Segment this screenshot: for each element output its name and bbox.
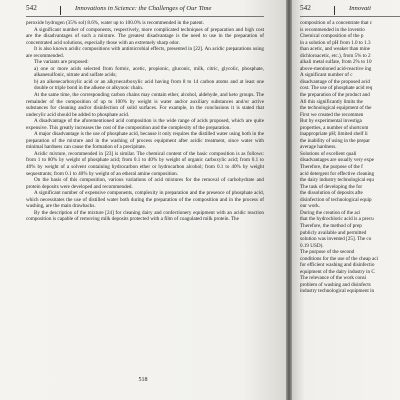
paragraph: A significant number of expensive components, complexity in preparation and the presence of phosphate acid, which necessitates the use of distilled water both during the preparation of the composition and in the process of washing, are the main drawbacks. <box>26 190 264 210</box>
text-line: disinfection of technological equip <box>300 196 372 203</box>
text-line: First we created the recommen <box>300 111 364 118</box>
text-line: industry technological equipment in <box>300 288 375 295</box>
paragraph: By the description of the mixture [24] for cleaning dairy and confectionery equipment with an acidic reaction composition is capable of removing milk deposits protected with a film of coagulated milk protein. The <box>26 209 264 223</box>
text-line: the dairy industry technological equ <box>300 177 374 184</box>
text-line: than acetic, and weaker than mine <box>300 46 370 53</box>
text-line: publicly available and permitted <box>300 229 367 236</box>
text-line: above-mentioned acid-reactive ing <box>300 65 372 72</box>
paragraph: It is also known acidic compositions with antimicrobial effects, presented in [22]. An acidic preparations using are recommended. <box>26 46 264 59</box>
paragraph: b) an alkenecarboxylic acid or an alkynecarboxylic acid having from 8 to 14 carbon atoms and at least one double or triple bond in the alkene or alkynoic chain. <box>34 78 264 92</box>
text-line: The relevance of the work consi <box>300 275 367 282</box>
text-line: 0.19 USD). <box>300 242 324 249</box>
text-line: cost. The use of phosphate acid req <box>300 85 373 92</box>
text-line: inappropriate pH; limited shelf li <box>300 131 368 138</box>
text-line: the preparation of the product and <box>300 92 370 99</box>
text-line: in a solution of pH from 1.0 to 1.3 <box>300 39 371 46</box>
text-line: The task of developing the for <box>300 183 363 190</box>
right-body-text <box>300 20 400 295</box>
text-line: our work. <box>300 203 320 210</box>
text-line: acid detergent for effective cleaning <box>300 170 375 177</box>
right-page <box>292 0 400 400</box>
paragraph: A major disadvantage is the use of phosphate acid, because it only requires the distilled water using both in the preparation of the mixture and in the washing of process equipment after acidic treatment, since water with minimal hardness can cause the formation of a precipitate. <box>26 131 264 151</box>
paragraph: At the same time, the corresponding carbon chains may contain ether, alcohol, aldehyde, and keto groups. The remainder of the composition of up to 100% by weight is water and/or auxiliary substances and/or active substances for cleaning and/or disinfection of solid surfaces. For example, in the conclusions it is stated that undecylic acid should be added to phosphate acid. <box>26 92 264 118</box>
text-line: disadvantages are usually very expe <box>300 157 374 164</box>
text-line: During the creation of the aci <box>300 209 361 216</box>
text-line: properties, a number of shortcom <box>300 124 369 131</box>
text-line: But by experimental investiga <box>300 118 362 125</box>
running-title: Innovations in Science: the Challenges of Our Time <box>75 5 212 12</box>
paragraph: A significant number of components, respectively, more complicated techniques of preparation and high cost are the disadvantages of such a mixture. The greatest disadvantage is the need to use in the preparation of concentrated acid solutions, especially those with an extremely sharp odor. <box>26 26 264 46</box>
text-line: equipment of the dairy industry in C <box>300 268 375 275</box>
paragraph: peroxide hydrogen (35% sol) 8.6%, water up to 100.0% is recommended in the patent. <box>26 20 205 26</box>
running-head-right <box>300 4 400 17</box>
text-line: composition of a concentrate that c <box>300 20 373 26</box>
text-line: All this significantly limits the <box>300 98 363 105</box>
text-line: dichloroacetic, etc.), from 5% to 2 <box>300 52 371 59</box>
running-head <box>26 4 264 17</box>
text-line: Therefore, the method of prep <box>300 222 362 229</box>
head-divider <box>60 6 61 15</box>
text-line: disadvantage of the proposed acid <box>300 78 370 85</box>
folio: 542 <box>26 4 37 12</box>
paragraph: a) one or more acids selected from formic, acetic, propionic, gluconic, milk, citric, glycolic, phosphate, alkanesulfonic, nitrate and sulfate acids; <box>34 65 264 79</box>
text-line: alkali metal sulfate, from 2% to 10 <box>300 59 372 66</box>
text-line: the technological equipment of the <box>300 105 372 112</box>
text-line: is recommended in the inventio <box>300 26 365 33</box>
running-title-right: Innovati <box>349 5 371 12</box>
text-line: the inability of using in the prepar <box>300 137 370 144</box>
text-line: the dissolution of deposits afte <box>300 190 363 197</box>
paragraph: A disadvantage of the aforementioned acid composition is the wide range of acids proposed, which are quite expensive. This greatly increases the cost of the composition and the complexity of the preparation. <box>26 118 264 131</box>
text-line: average hardness. <box>300 144 337 151</box>
paragraph: On the basis of this composition, various variations of acid mixtures for the removal of carbohydrate and protein deposits were developed and recommended. <box>26 177 264 190</box>
paragraph: The variants are proposed: <box>34 59 89 66</box>
text-line: Chemical composition of the p <box>300 33 364 40</box>
text-line: conditions for the use of the cheap aci <box>300 255 379 262</box>
page-number: 518 <box>138 377 148 383</box>
left-body-text <box>26 20 264 223</box>
text-line: A significant number of c <box>300 72 353 79</box>
folio-right: 542 <box>300 4 311 12</box>
text-line: that the hydrochloric acid is a precu <box>300 216 374 223</box>
paragraph: Acidic mixture, recommended in [23] is similar. The chemical content of the basic composition is as follows: from 1 to 80% by weight of phosphate acid; from 0.1 to 40% by weight of organic carboxylic acid; from 0.1 to 40% by weight of a solvent containing hydrocarbon ether or hydrocarbon alcohol; from 0.1 to 40% by weight sequestrants; from 0.1 to 40% by weight of an etheral amine composition. <box>26 150 264 177</box>
text-line: Therefore, the purpose of the f <box>300 164 363 171</box>
text-line: problem of washing and disinfects <box>300 281 371 288</box>
text-line: The purpose of the second <box>300 249 355 256</box>
head-divider-right <box>334 6 335 15</box>
text-line: Solutions of excellent quali <box>300 150 357 157</box>
text-line: solution was invented [25]. The co <box>300 236 372 243</box>
text-line: for efficient washing and disinfectio <box>300 262 375 269</box>
